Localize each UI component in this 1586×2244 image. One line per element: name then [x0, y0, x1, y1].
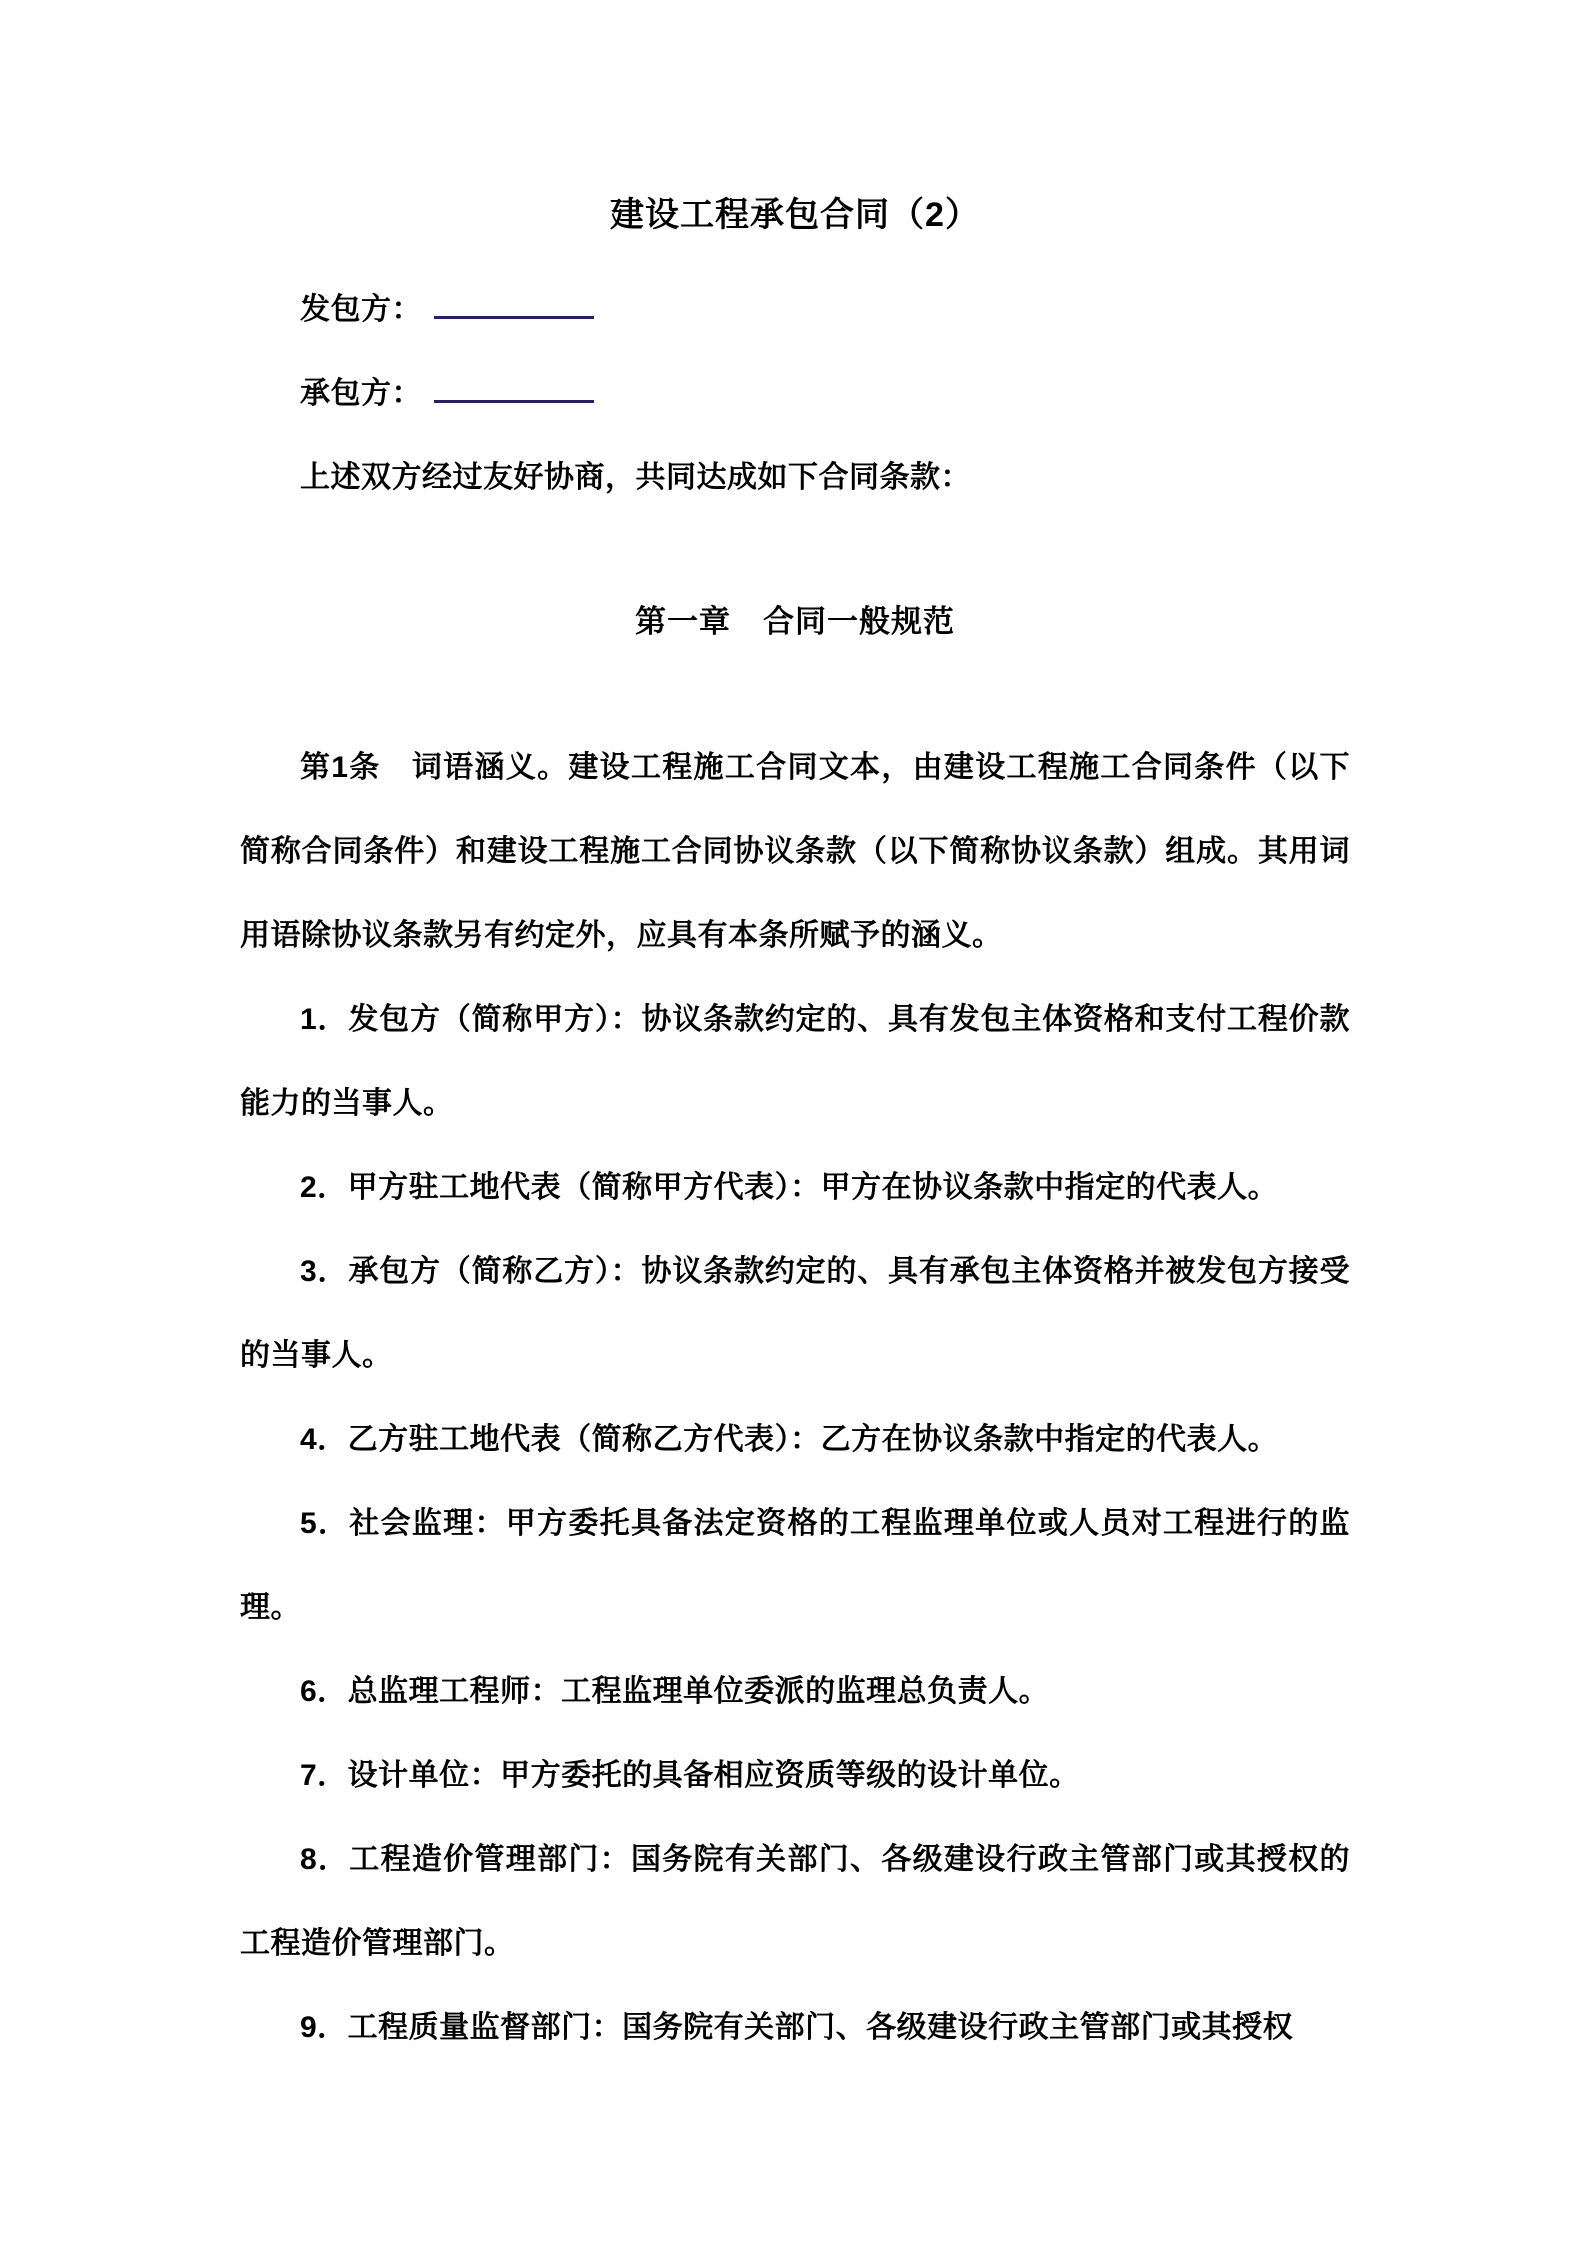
definition-item-8: 8．工程造价管理部门：国务院有关部门、各级建设行政主管部门或其授权的工程造价管理部门。: [240, 1843, 1350, 1960]
chapter-1-heading: 第一章 合同一般规范: [635, 604, 955, 639]
article-1-paragraph: 第1条 词语涵义。建设工程施工合同文本，由建设工程施工合同条件（以下简称合同条件）和建设工程施工合同协议条款（以下简称协议条款）组成。其用词用语除协议条款另有约定外，应具有本条所赋予的涵义。: [240, 751, 1350, 952]
party-b-label: 承包方：: [300, 377, 422, 410]
definition-item-7: 7．设计单位：甲方委托的具备相应资质等级的设计单位。: [300, 1759, 1080, 1792]
definition-item-4: 4．乙方驻工地代表（简称乙方代表）：乙方在协议条款中指定的代表人。: [300, 1423, 1279, 1456]
intro-paragraph: 上述双方经过友好协商，共同达成如下合同条款：: [300, 461, 971, 494]
party-a-blank-line[interactable]: [434, 286, 594, 319]
party-a-label: 发包方：: [300, 293, 422, 326]
definition-item-5: 5．社会监理：甲方委托具备法定资格的工程监理单位或人员对工程进行的监理。: [240, 1507, 1350, 1624]
definition-item-1: 1．发包方（简称甲方）：协议条款约定的、具有发包主体资格和支付工程价款能力的当事人。: [240, 1003, 1350, 1120]
party-b-blank-line[interactable]: [434, 370, 594, 403]
party-a-row: [240, 268, 1350, 352]
definition-item-6: 6．总监理工程师：工程监理单位委派的监理总负责人。: [300, 1675, 1050, 1708]
definition-item-9: 9．工程质量监督部门：国务院有关部门、各级建设行政主管部门或其授权: [300, 2011, 1294, 2044]
definition-item-2: 2．甲方驻工地代表（简称甲方代表）：甲方在协议条款中指定的代表人。: [300, 1171, 1279, 1204]
document-title: 建设工程承包合同（2）: [610, 196, 980, 234]
party-b-row: [240, 352, 1350, 436]
definition-item-3: 3．承包方（简称乙方）：协议条款约定的、具有承包主体资格并被发包方接受的当事人。: [240, 1255, 1350, 1372]
